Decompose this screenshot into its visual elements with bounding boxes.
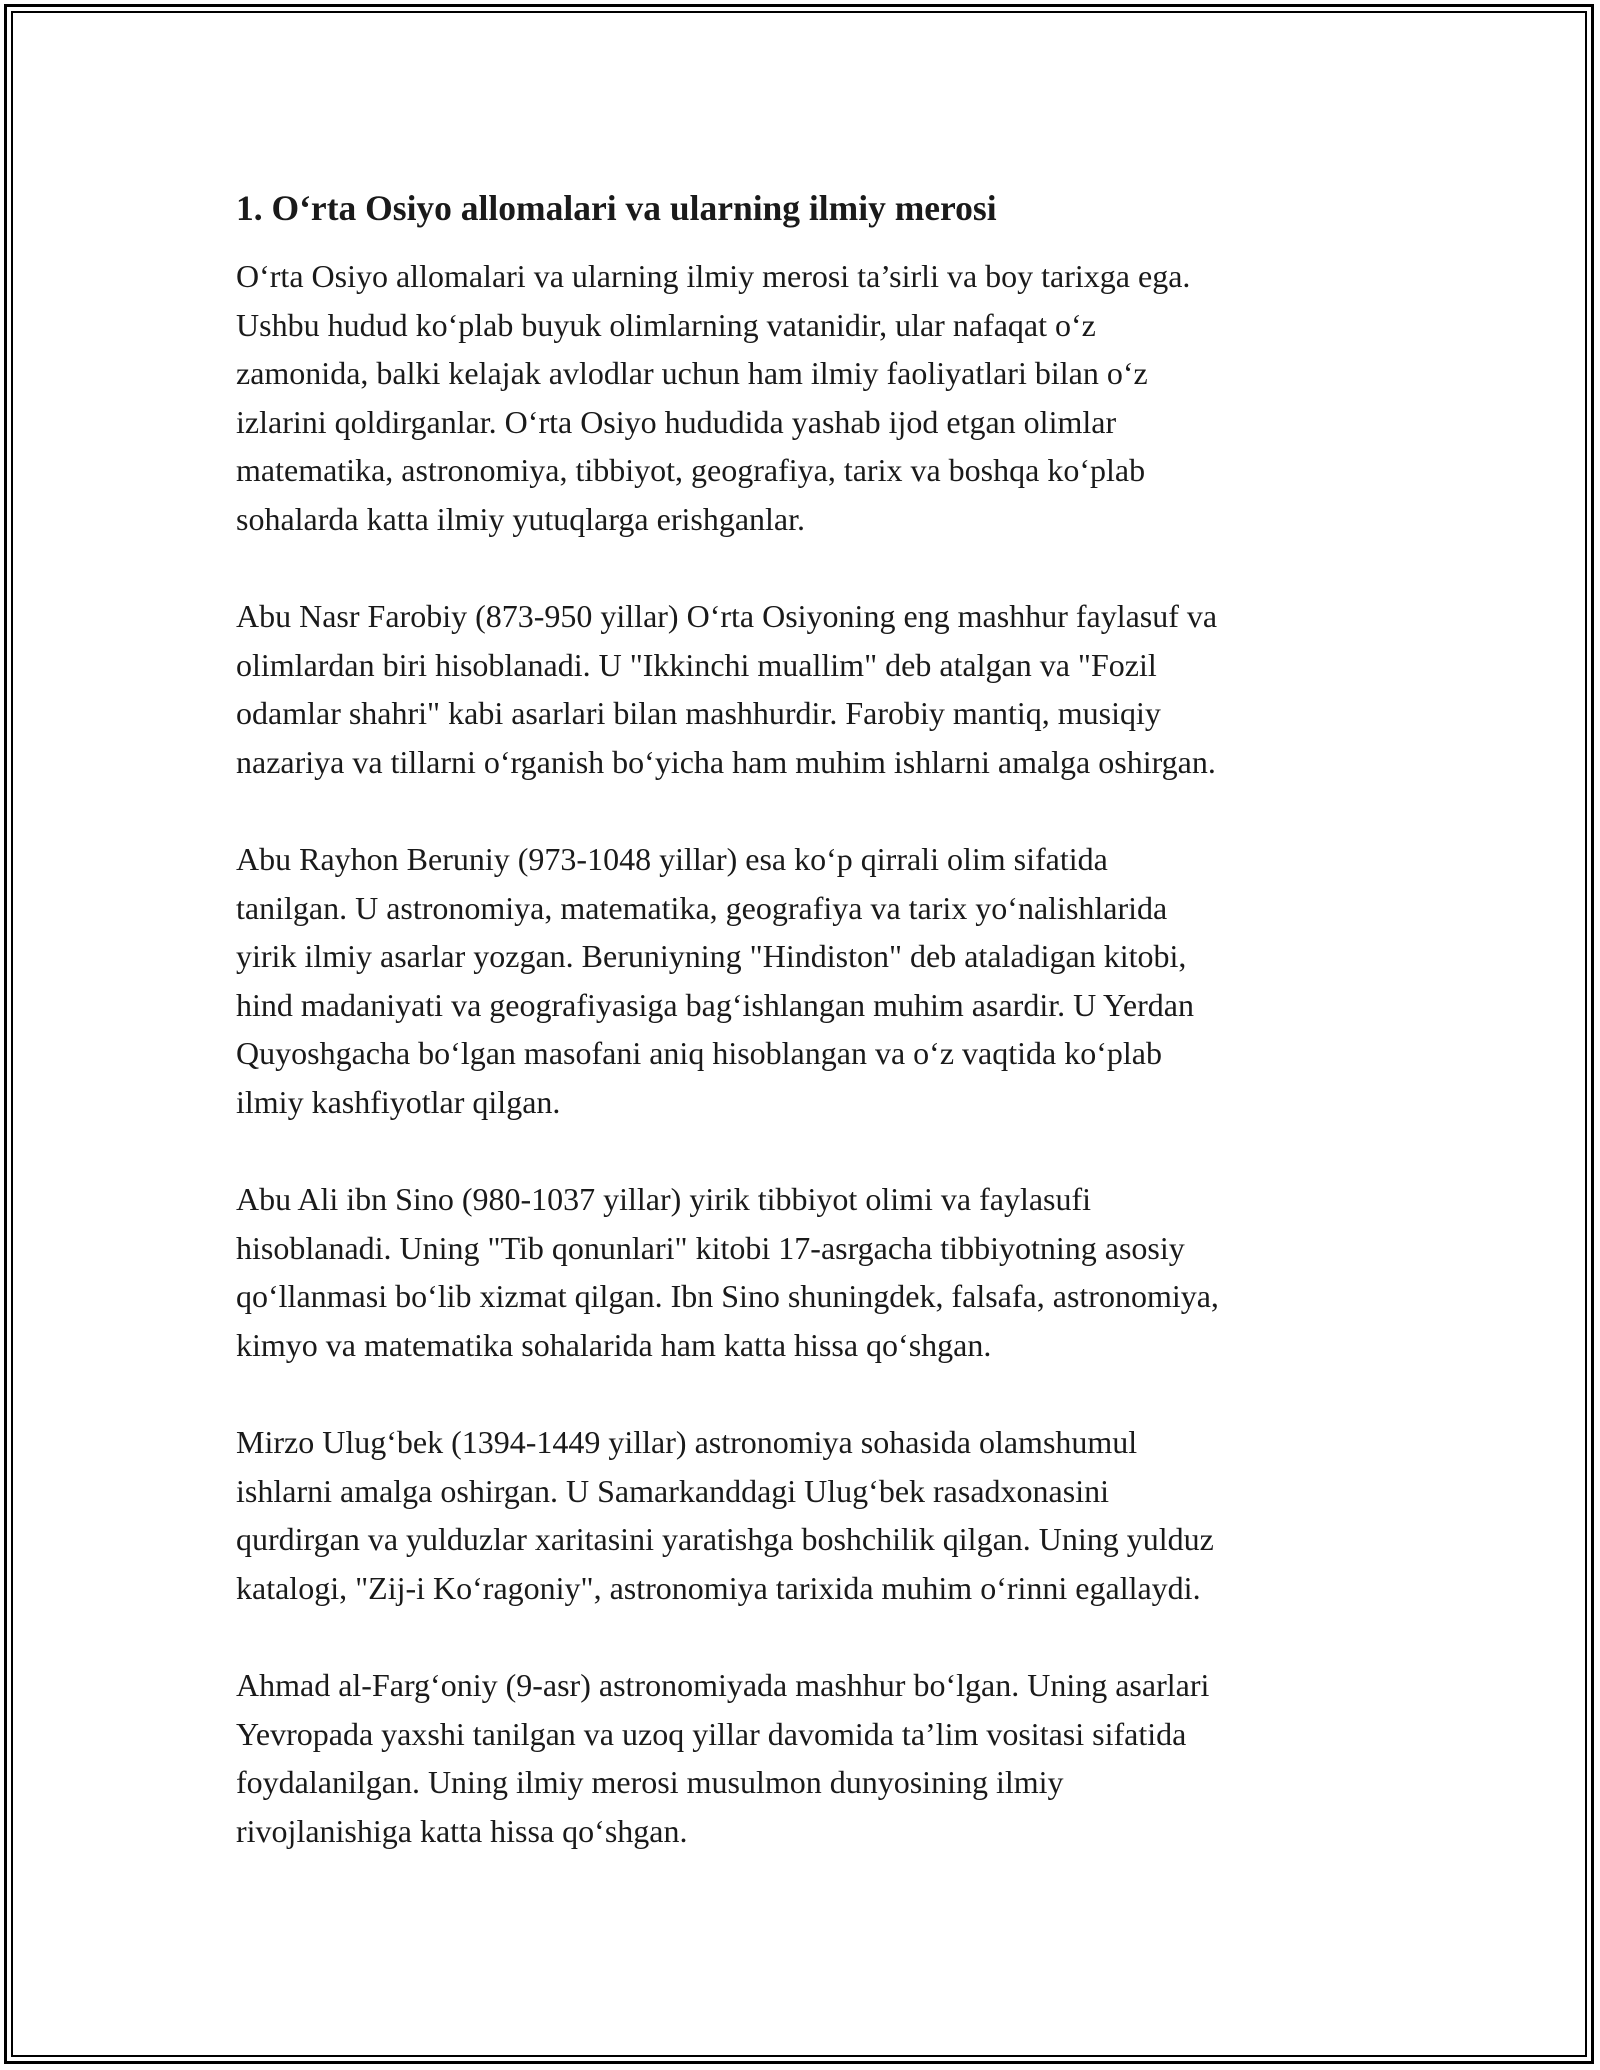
paragraph: [236, 1175, 1376, 1369]
paragraph-line: Ahmad al-Farg‘oniy (9-asr) astronomiyada mashhur bo‘lgan. Uning asarlari: [236, 1667, 1210, 1703]
paragraph-line: tanilgan. U astronomiya, matematika, geografiya va tarix yo‘nalishlarida: [236, 889, 1168, 926]
paragraph-line: ilmiy kashfiyotlar qilgan.: [236, 1083, 561, 1120]
paragraph-line: Yevropada yaxshi tanilgan va uzoq yillar davomida ta’lim vositasi sifatida: [236, 1715, 1187, 1752]
paragraph-line: zamonida, balki kelajak avlodlar uchun ham ilmiy faoliyatlari bilan o‘z: [236, 355, 1148, 391]
paragraph-line: nazariya va tillarni o‘rganish bo‘yicha ham muhim ishlarni amalga oshirgan.: [236, 743, 1216, 780]
paragraph: [236, 592, 1376, 786]
paragraph-line: izlarini qoldirganlar. O‘rta Osiyo hududida yashab ijod etgan olimlar: [236, 403, 1117, 440]
paragraph-line: kimyo va matematika sohalarida ham katta hissa qo‘shgan.: [236, 1326, 992, 1363]
paragraph-line: Ushbu hudud ko‘plab buyuk olimlarning vatanidir, ular nafaqat o‘z: [236, 306, 1096, 343]
paragraph-list: [236, 252, 1376, 1855]
paragraph-line: Quyoshgacha bo‘lgan masofani aniq hisoblangan va o‘z vaqtida ko‘plab: [236, 1035, 1162, 1071]
paragraph: [236, 835, 1376, 1126]
paragraph-line: hisoblanadi. Uning "Tib qonunlari" kitobi 17-asrgacha tibbiyotning asosiy: [236, 1229, 1185, 1266]
paragraph-line: Abu Nasr Farobiy (873-950 yillar) O‘rta Osiyoning eng mashhur faylasuf va: [236, 598, 1218, 634]
section-heading: 1. O‘rta Osiyo allomalari va ularning ilmiy merosi: [236, 188, 997, 228]
paragraph-line: odamlar shahri" kabi asarlari bilan mashhurdir. Farobiy mantiq, musiqiy: [236, 695, 1161, 731]
paragraph: [236, 1661, 1376, 1855]
paragraph-line: hind madaniyati va geografiyasiga bag‘ishlangan muhim asardir. U Yerdan: [236, 986, 1194, 1023]
paragraph-line: Mirzo Ulug‘bek (1394-1449 yillar) astronomiya sohasida olamshumul: [236, 1424, 1138, 1460]
paragraph-line: katalogi, "Zij-i Ko‘ragoniy", astronomiya tarixida muhim o‘rinni egallaydi.: [236, 1569, 1201, 1606]
paragraph-line: olimlardan biri hisoblanadi. U "Ikkinchi muallim" deb atalgan va "Fozil: [236, 646, 1157, 683]
paragraph-line: yirik ilmiy asarlar yozgan. Beruniyning "Hindiston" deb ataladigan kitobi,: [236, 938, 1187, 974]
paragraph-line: rivojlanishiga katta hissa qo‘shgan.: [236, 1812, 688, 1849]
paragraph-line: matematika, astronomiya, tibbiyot, geografiya, tarix va boshqa ko‘plab: [236, 452, 1146, 488]
paragraph-line: qurdirgan va yulduzlar xaritasini yaratishga boshchilik qilgan. Uning yulduz: [236, 1521, 1214, 1557]
paragraph-line: sohalarda katta ilmiy yutuqlarga erishganlar.: [236, 500, 806, 537]
document-body: [236, 184, 1376, 1904]
paragraph: [236, 252, 1376, 543]
paragraph-line: foydalanilgan. Uning ilmiy merosi musulmon dunyosining ilmiy: [236, 1764, 1064, 1800]
paragraph-line: ishlarni amalga oshirgan. U Samarkanddagi Ulug‘bek rasadxonasini: [236, 1472, 1109, 1509]
paragraph: [236, 1418, 1376, 1612]
paragraph-line: Abu Rayhon Beruniy (973-1048 yillar) esa ko‘p qirrali olim sifatida: [236, 841, 1108, 877]
paragraph-line: O‘rta Osiyo allomalari va ularning ilmiy merosi ta’sirli va boy tarixga ega.: [236, 258, 1191, 294]
paragraph-line: qo‘llanmasi bo‘lib xizmat qilgan. Ibn Sino shuningdek, falsafa, astronomiya,: [236, 1278, 1219, 1314]
paragraph-line: Abu Ali ibn Sino (980-1037 yillar) yirik tibbiyot olimi va faylasufi: [236, 1181, 1092, 1217]
